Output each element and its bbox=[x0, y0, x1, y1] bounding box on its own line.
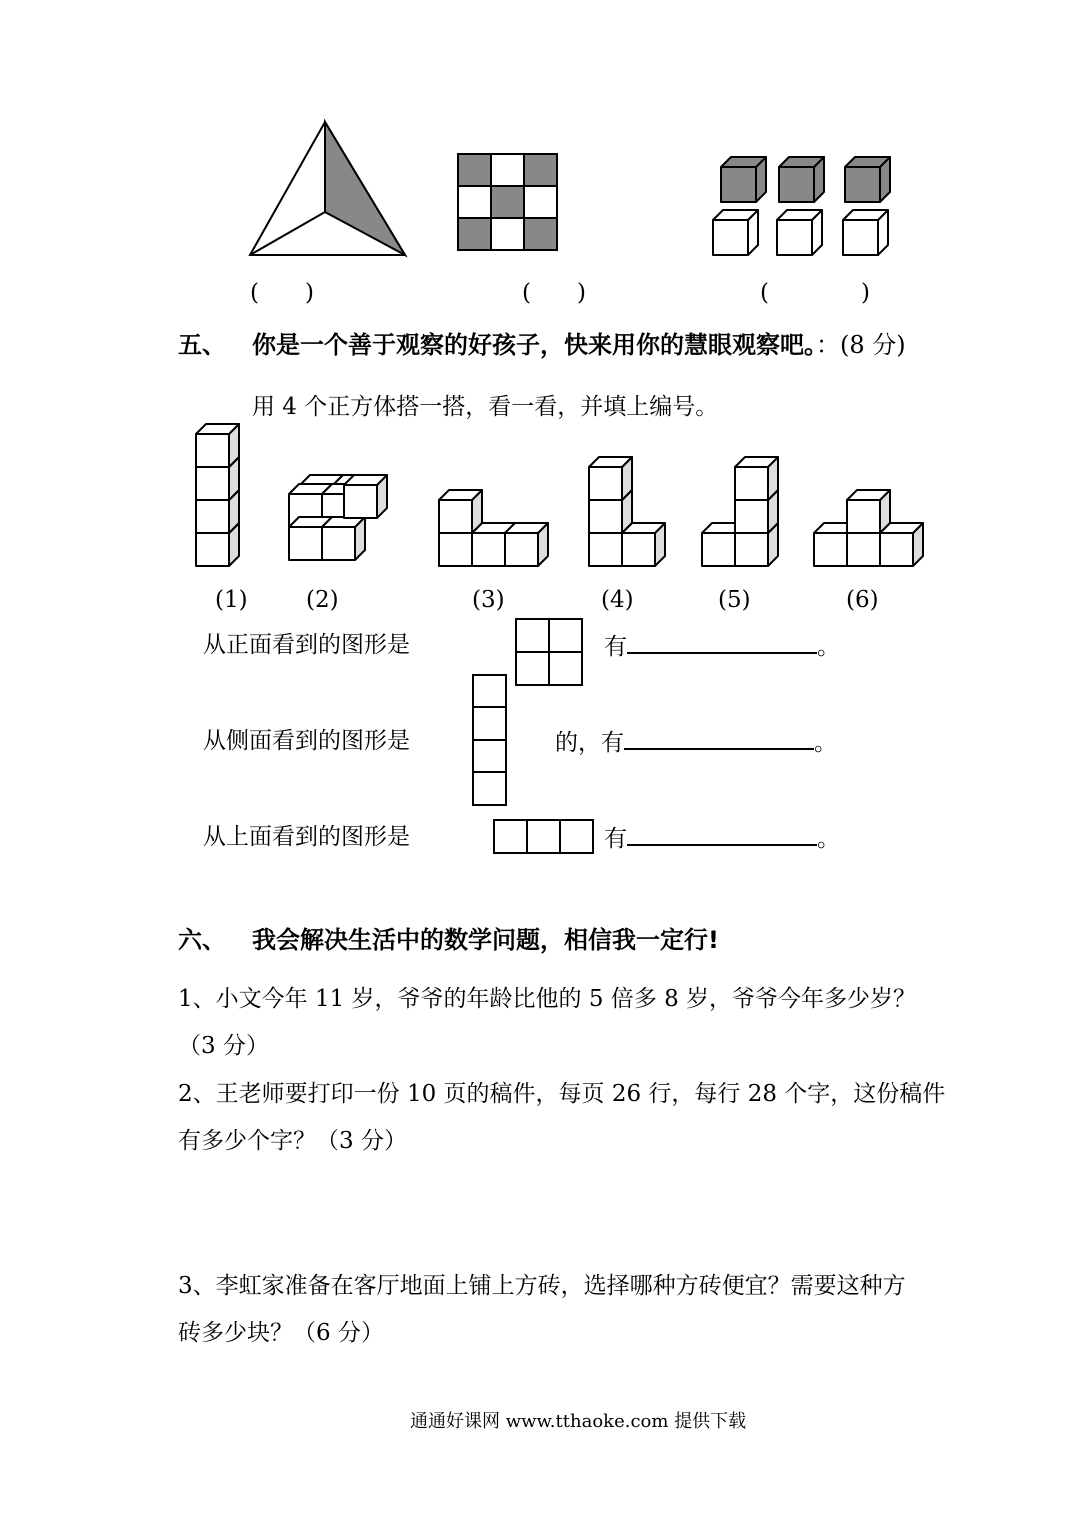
question-3-line-2: 砖多少块？（6 分） bbox=[178, 1320, 384, 1346]
section5-title: 你是一个善于观察的好孩子，快来用你的慧眼观察吧。 bbox=[252, 331, 816, 359]
shape-label-3: (3) bbox=[472, 587, 505, 613]
answer-paren-2[interactable]: ( ) bbox=[522, 280, 586, 306]
front-view-end: 。 bbox=[817, 634, 840, 660]
side-view-label: 从侧面看到的图形是 bbox=[203, 728, 410, 754]
section5-score: ：(8 分) bbox=[816, 331, 906, 359]
top-view-label: 从上面看到的图形是 bbox=[203, 824, 410, 850]
question-2-line-1: 2、王老师要打印一份 10 页的稿件，每页 26 行，每行 28 个字，这份稿件 bbox=[178, 1081, 946, 1107]
shape-label-2: (2) bbox=[306, 587, 339, 613]
top-view-end: 。 bbox=[817, 826, 840, 852]
section6-title: 我会解决生活中的数学问题，相信我一定行! bbox=[252, 926, 719, 954]
shape-label-6: (6) bbox=[846, 587, 879, 613]
top-view-suffix: 有 bbox=[604, 826, 627, 852]
section5-instruction: 用 4 个正方体搭一搭，看一看，并填上编号。 bbox=[252, 394, 719, 420]
question-3-line-1: 3、李虹家准备在客厅地面上铺上方砖，选择哪种方砖便宜？需要这种方 bbox=[178, 1273, 906, 1299]
question-1-line-2: （3 分） bbox=[178, 1033, 269, 1059]
answer-paren-3[interactable]: ( ) bbox=[760, 280, 870, 306]
top-view-blank[interactable] bbox=[627, 822, 817, 846]
question-2-line-2: 有多少个字？（3 分） bbox=[178, 1128, 407, 1154]
section5-number: 五、 bbox=[178, 331, 226, 359]
footer-text: 通通好课网 www.tthaoke.com 提供下载 bbox=[410, 1411, 747, 1432]
shape-label-4: (4) bbox=[601, 587, 634, 613]
front-view-suffix: 有 bbox=[604, 634, 627, 660]
section6-number: 六、 bbox=[178, 926, 226, 954]
side-view-suffix: 的，有 bbox=[555, 730, 624, 756]
shape-label-5: (5) bbox=[718, 587, 751, 613]
side-view-end: 。 bbox=[814, 730, 837, 756]
question-1-line-1: 1、小文今年 11 岁，爷爷的年龄比他的 5 倍多 8 岁，爷爷今年多少岁？ bbox=[178, 986, 917, 1012]
shape-label-1: (1) bbox=[215, 587, 248, 613]
top-view-answer bbox=[604, 822, 840, 854]
answer-paren-1[interactable]: ( ) bbox=[250, 280, 314, 306]
front-view-label: 从正面看到的图形是 bbox=[203, 632, 410, 658]
